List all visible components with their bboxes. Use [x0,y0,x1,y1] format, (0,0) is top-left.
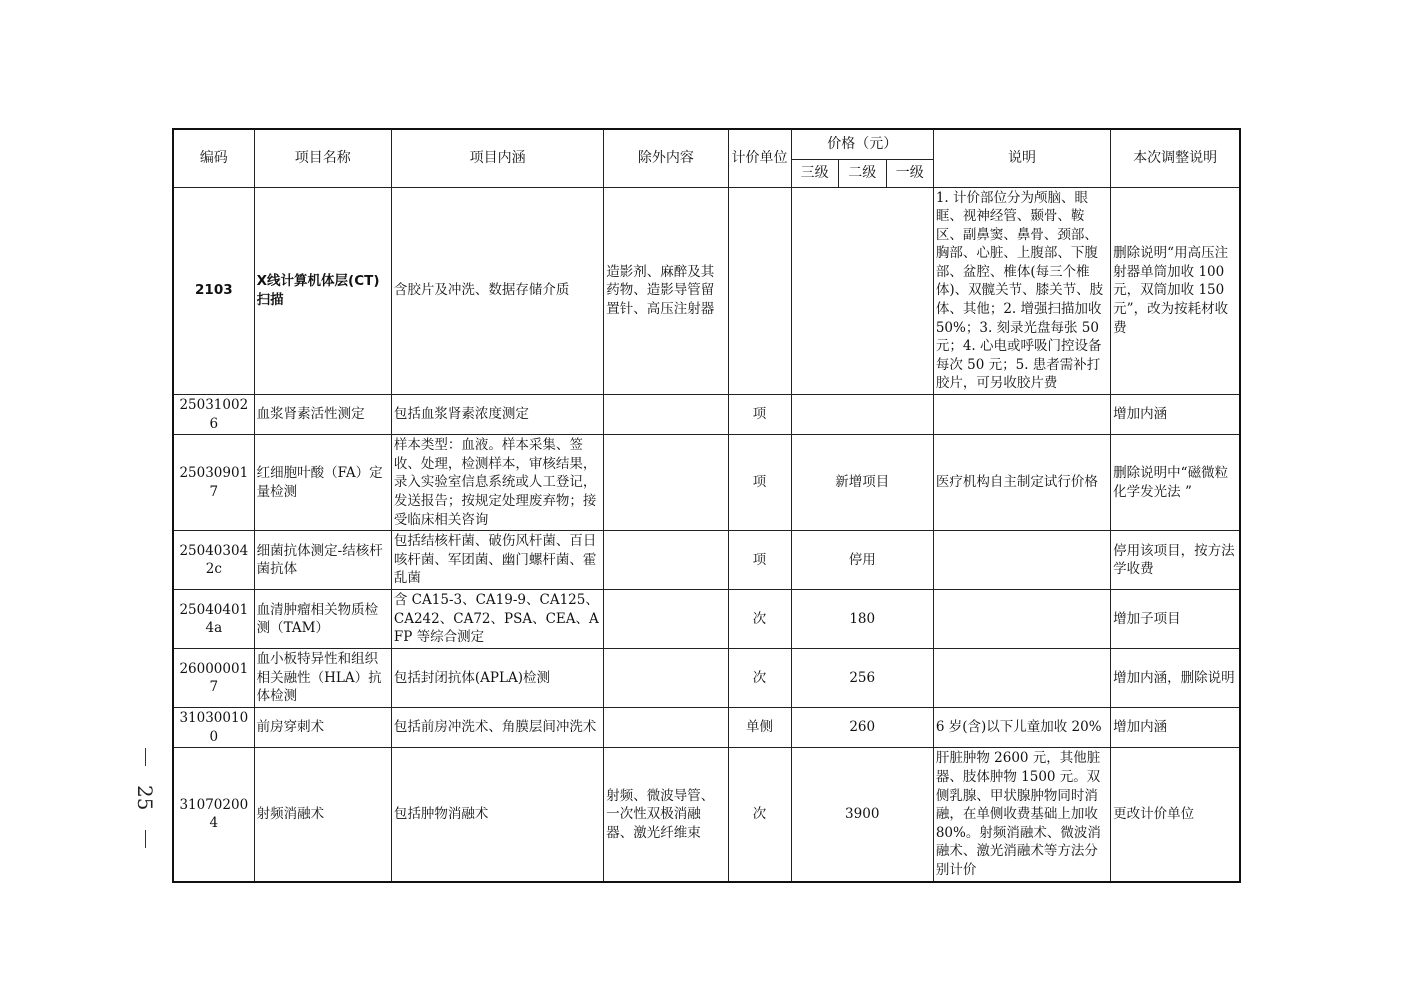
row-note [933,395,1110,435]
row-name: 血清肿瘤相关物质检测（TAM） [254,590,391,649]
table-row [173,435,1240,531]
page-number-margin [130,748,160,848]
row-note: 1. 计价部位分为颅脑、眼眶、视神经管、颞骨、鞍区、副鼻窦、鼻骨、颈部、胸部、心脏、上腹部、下腹部、盆腔、椎体(每三个椎体)、双髋关节、膝关节、肢体、其他；2. 增强扫描加收 50%；3. 刻录光盘每张 50 元；4. 心电或呼吸门控设备每次 50 元；5. 患者需补打胶片，可另收胶片费 [933,187,1110,395]
row-adjust: 停用该项目，按方法学收费 [1111,531,1240,590]
row-content: 包括前房冲洗术、角膜层间冲洗术 [391,708,603,748]
header-content: 项目内涵 [391,129,603,187]
row-price: 3900 [791,748,933,882]
row-unit [728,187,791,395]
row-except [604,649,728,708]
row-name: 血小板特异性和组织相关融性（HLA）抗体检测 [254,649,391,708]
table-row [173,395,1240,435]
table-row [173,187,1240,395]
row-name: 血浆肾素活性测定 [254,395,391,435]
row-except [604,708,728,748]
row-except [604,395,728,435]
row-code: 260000017 [173,649,254,708]
row-price: 256 [791,649,933,708]
row-adjust: 增加内涵 [1111,708,1240,748]
table-row [173,590,1240,649]
row-name: 射频消融术 [254,748,391,882]
header-name: 项目名称 [254,129,391,187]
row-note [933,590,1110,649]
row-code: 250310026 [173,395,254,435]
header-except: 除外内容 [604,129,728,187]
row-content: 包括结核杆菌、破伤风杆菌、百日咳杆菌、军团菌、幽门螺杆菌、霍乱菌 [391,531,603,590]
row-code: 310300100 [173,708,254,748]
table-row [173,531,1240,590]
row-name: 细菌抗体测定-结核杆菌抗体 [254,531,391,590]
row-note [933,649,1110,708]
row-price [791,187,933,395]
row-name: 红细胞叶酸（FA）定量检测 [254,435,391,531]
header-level3: 三级 [791,159,838,187]
row-unit: 次 [728,748,791,882]
row-unit: 项 [728,395,791,435]
page-number-dash-bottom [145,830,146,848]
row-note: 6 岁(含)以下儿童加收 20% [933,708,1110,748]
fee-table [172,128,1241,883]
row-code: 250403042c [173,531,254,590]
row-price [791,395,933,435]
row-price: 停用 [791,531,933,590]
row-unit: 次 [728,649,791,708]
row-except [604,531,728,590]
row-content: 包括血浆肾素浓度测定 [391,395,603,435]
row-except [604,435,728,531]
row-name: X线计算机体层(CT)扫描 [254,187,391,395]
row-code: 310702004 [173,748,254,882]
page-number-dash-top [145,748,146,766]
row-adjust: 更改计价单位 [1111,748,1240,882]
row-adjust: 增加子项目 [1111,590,1240,649]
row-content: 含胶片及冲洗、数据存储介质 [391,187,603,395]
row-except [604,590,728,649]
row-price: 新增项目 [791,435,933,531]
row-content: 包括肿物消融术 [391,748,603,882]
row-adjust: 删除说明中“磁微粒化学发光法 ” [1111,435,1240,531]
row-except: 造影剂、麻醉及其药物、造影导管留置针、高压注射器 [604,187,728,395]
row-except: 射频、微波导管、一次性双极消融器、激光纤维束 [604,748,728,882]
row-content: 包括封闭抗体(APLA)检测 [391,649,603,708]
row-note [933,531,1110,590]
row-content: 样本类型：血液。样本采集、签收、处理，检测样本，审核结果，录入实验室信息系统或人工登记，发送报告；按规定处理废弃物；接受临床相关咨询 [391,435,603,531]
row-unit: 项 [728,531,791,590]
header-level2: 二级 [838,159,886,187]
row-unit: 次 [728,590,791,649]
header-note: 说明 [933,129,1110,187]
row-name: 前房穿刺术 [254,708,391,748]
row-price: 260 [791,708,933,748]
row-code: 2103 [173,187,254,395]
table-row [173,708,1240,748]
header-code: 编码 [173,129,254,187]
row-note: 肝脏肿物 2600 元，其他脏器、肢体肿物 1500 元。双侧乳腺、甲状腺肿物同时消融，在单侧收费基础上加收 80%。射频消融术、微波消融术、激光消融术等方法分别计价 [933,748,1110,882]
row-unit: 单侧 [728,708,791,748]
row-code: 250404014a [173,590,254,649]
row-note: 医疗机构自主制定试行价格 [933,435,1110,531]
row-content: 含 CA15-3、CA19-9、CA125、CA242、CA72、PSA、CEA、AFP 等综合测定 [391,590,603,649]
header-adjust: 本次调整说明 [1111,129,1240,187]
row-code: 250309017 [173,435,254,531]
row-price: 180 [791,590,933,649]
header-unit: 计价单位 [728,129,791,187]
page-number: 25 [133,785,157,811]
header-price: 价格（元） [791,129,933,159]
row-adjust: 删除说明“用高压注射器单筒加收 100 元，双筒加收 150 元”，改为按耗材收费 [1111,187,1240,395]
header-level1: 一级 [886,159,933,187]
row-unit: 项 [728,435,791,531]
row-adjust: 增加内涵 [1111,395,1240,435]
table-row [173,649,1240,708]
row-adjust: 增加内涵，删除说明 [1111,649,1240,708]
table-row [173,748,1240,882]
